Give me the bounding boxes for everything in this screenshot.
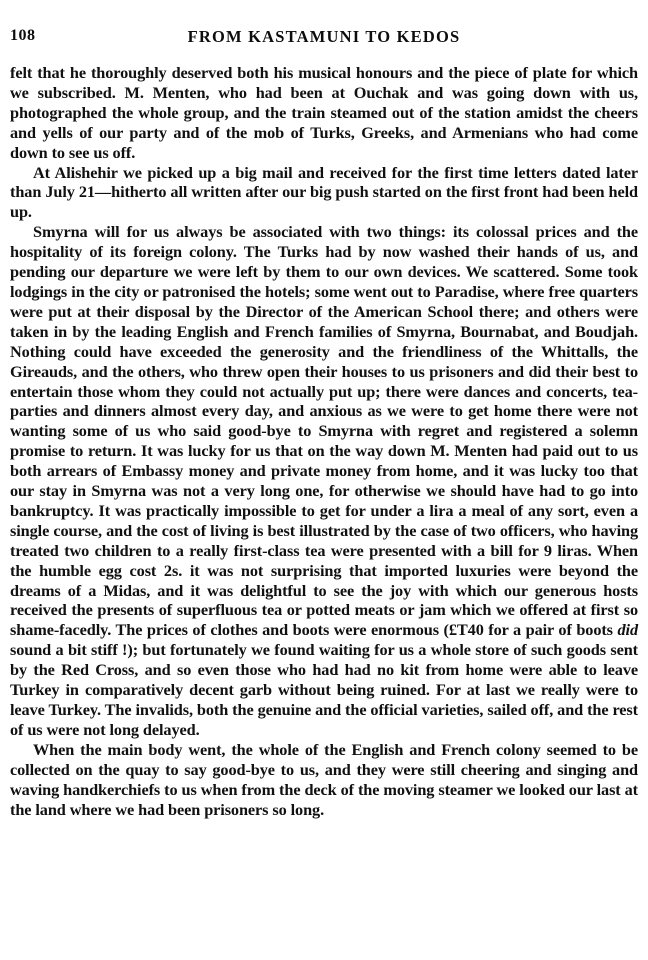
emphasis-did: did bbox=[617, 620, 638, 640]
paragraph-smyrna bbox=[10, 222, 638, 740]
running-head bbox=[10, 27, 638, 51]
paragraph-smyrna-text-after: sound a bit stiff !); but fortunately we found waiting for us a whole store of such goods sent by the Red Cross, and so even those who had had no kit from home were able to leave Turkey in comparatively decent garb without being ruined. For at last we really were to leave Turkey. The invalids, both the genuine and the official varieties, sailed off, and the rest of us were not long delayed. bbox=[10, 640, 638, 739]
paragraph-continuation: felt that he thoroughly deserved both his musical honours and the piece of plate for which we subscribed. M. Menten, who had been at Ouchak and was going down with us, photographed the whole group, and the train steamed out of the station amidst the cheers and yells of our party and of the mob of Turks, Greeks, and Armenians who had come down to see us off. bbox=[10, 63, 638, 162]
page-number: 108 bbox=[10, 27, 36, 44]
paragraph-alishehir: At Alishehir we picked up a big mail and received for the first time letters dated later than July 21—hitherto all written after our big push started on the first front had been held up. bbox=[10, 162, 638, 222]
paragraph-departure: When the main body went, the whole of the English and French colony seemed to be collected on the quay to say good-bye to us, and they were still cheering and singing and waving handkerchiefs to us when from the deck of the moving steamer we looked our last at the land where we had been prisoners so long. bbox=[10, 739, 638, 819]
running-title: FROM KASTAMUNI TO KEDOS bbox=[187, 27, 461, 46]
body-text bbox=[10, 63, 638, 819]
paragraph-smyrna-text: Smyrna will for us always be associated with two things: its colossal prices and the hospitality of its foreign colony. The Turks had by now washed their hands of us, and pending our departure we were left by them to our own devices. We scattered. Some took lodgings in the city or patronised the hotels; some went out to Paradise, where free quarters were put at their disposal by the Director of the American School there; and others were taken in by the leading English and French families of Smyrna, Bournabat, and Boudjah. Nothing could have exceeded the generosity and the friendliness of the Whittalls, the Gireauds, and the others, who threw open their houses to us prisoners and did their best to entertain those whom they could not actually put up; there were dances and concerts, tea-parties and dinners almost every day, and anxious as we were to get home there were not wanting some of us who said good-bye to Smyrna with regret and registered a solemn promise to return. It was lucky for us that on the way down M. Menten had paid out to us both arrears of Embassy money and private money from home, and it was lucky too that our stay in Smyrna was not a very long one, for otherwise we should have had to go into bankruptcy. It was practically impossible to get for under a lira a meal of any sort, even a single course, and the cost of living is best illustrated by the case of two officers, who having treated two children to a really first-class tea were presented with a bill for 9 liras. When the humble egg cost 2s. it was not surprising that imported luxuries were beyond the dreams of a Midas, and it was delightful to see the joy with which our generous hosts received the presents of superfluous tea or potted meats or jam which we offered at first so shame-facedly. The prices of clothes and boots were enormous (£T40 for a pair of boots bbox=[10, 222, 638, 640]
